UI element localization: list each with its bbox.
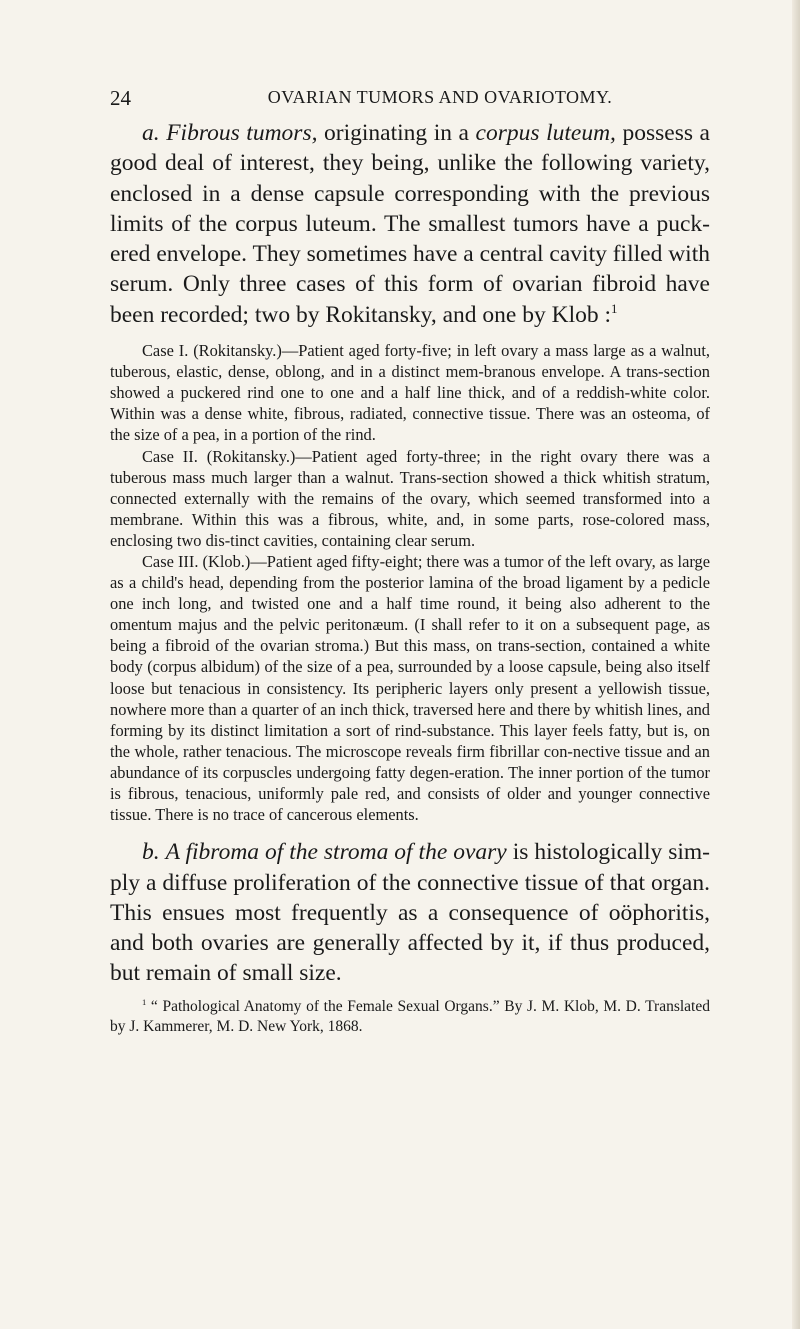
footnote-ref: 1 — [611, 300, 618, 316]
case-two: Case II. (Rokitansky.)—Patient aged forty-three; in the right ovary there was a tuberous mass much larger than a walnut. Trans-section showed a thick whitish stratum, connected externally with the remains of the ovary, which seemed transformed into a membrane. Within this was a fibrous, white, and, in some parts, rose-colored mass, enclosing two dis-tinct cavities, containing clear serum. — [110, 446, 710, 550]
section-a-label: a. — [142, 120, 160, 146]
case-three: Case III. (Klob.)—Patient aged fifty-eight; there was a tumor of the left ovary, as large as a child's head, depending from the posterior lamina of the broad ligament by a pedicle one inch long, and twisted one and a half time round, it being also adherent to the omentum majus and the pelvic peritonæum. (I shall refer to it on a subsequent page, as being a fibroid of the ovarian stroma.) But this mass, on trans-section, contained a white body (corpus albidum) of the size of a pea, surrounded by a loose capsule, being also itself loose but tenacious in consistency. Its peripheric layers only present a yellowish tissue, nowhere more than a quarter of an inch thick, traversed here and there by whitish lines, and forming by its distinct limitation a sort of rind-substance. This layer feels fatty, but is, on the whole, rather tenacious. The microscope reveals firm fibrillar con-nective tissue and an abundance of its corpuscles undergoing fatty degen-eration. The inner portion of the tumor is fibrous, tenacious, uniformly pale red, and consists of older and younger connective tissue. There is no trace of cancerous elements. — [110, 552, 711, 825]
section-a-text-1: originating in a — [317, 120, 476, 146]
running-title: OVARIAN TUMORS AND OVARIOTOMY. — [267, 87, 613, 107]
section-a-title: Fibrous tumors, — [166, 120, 318, 146]
paragraph-stroma-fibroma — [110, 837, 710, 988]
section-a-text-2: possess a good deal of interest, they being, unlike the following variety, enclosed in a dense capsule corresponding with the previous limits of the corpus luteum. The smallest tumors have a puck-ered envelope. They sometimes have a central cavity filled with serum. Only three cases of this form of ovarian fibroid have been recorded; two by Rokitansky, and one by Klob : — [110, 120, 710, 328]
page-edge-shadow — [792, 0, 800, 1329]
paragraph-fibrous-tumors — [110, 118, 710, 330]
case-one: Case I. (Rokitansky.)—Patient aged forty-five; in left ovary a mass large as a walnut, tuberous, elastic, dense, oblong, and in a distinct mem-branous envelope. A trans-section showed a puckered rind one to one and a half line thick, and of a reddish-white color. Within was a dense white, fibrous, radiated, connective tissue. There was an osteoma, of the size of a pea, in a portion of the rind. — [110, 341, 710, 445]
footnote — [110, 997, 710, 1038]
corpus-luteum-term: corpus luteum, — [475, 120, 616, 146]
page-body — [110, 118, 710, 1038]
footnote-number: 1 — [142, 996, 147, 1007]
page-number: 24 — [110, 86, 131, 110]
section-b-title: A fibroma of the stroma of the ovary — [165, 839, 507, 866]
section-b-text: is histologically sim-ply a diffuse proliferation of the connective tissue of that organ. This ensues most frequently as a consequence of oöphoritis, and both ovaries are generally affected by it, if thus produced, but remain of small size. — [110, 839, 711, 987]
case-reports — [110, 340, 710, 825]
page-header — [110, 86, 700, 110]
section-b-label: b. — [142, 839, 160, 866]
footnote-text: “ Pathological Anatomy of the Female Sexual Organs.” By J. M. Klob, M. D. Translated by J. Kammerer, M. D. New York, 1868. — [110, 997, 710, 1036]
